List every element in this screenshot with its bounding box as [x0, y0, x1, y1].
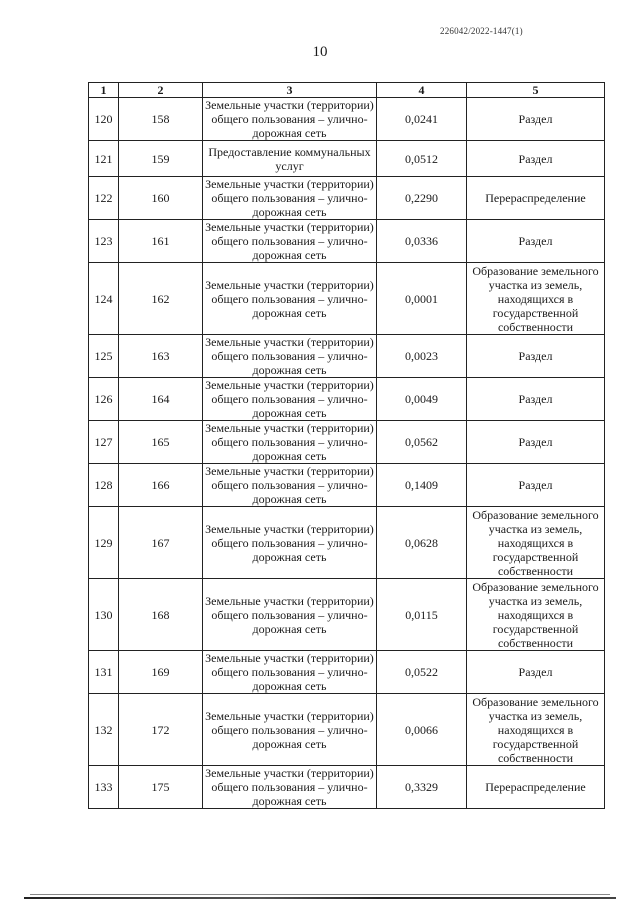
row-number-cell: 132 [89, 694, 119, 766]
parcel-id-cell: 175 [119, 766, 203, 809]
parcel-id-cell: 160 [119, 177, 203, 220]
area-cell: 0,2290 [377, 177, 467, 220]
table-row [89, 464, 605, 507]
column-header: 5 [467, 83, 605, 98]
table-row [89, 220, 605, 263]
table-row [89, 651, 605, 694]
land-use-cell: Земельные участки (территории) общего пользования – улично-дорожная сеть [203, 220, 377, 263]
formation-method-cell: Раздел [467, 335, 605, 378]
parcel-id-cell: 172 [119, 694, 203, 766]
area-cell: 0,0001 [377, 263, 467, 335]
row-number-cell: 122 [89, 177, 119, 220]
row-number-cell: 131 [89, 651, 119, 694]
area-cell: 0,0336 [377, 220, 467, 263]
table-header-row [89, 83, 605, 98]
area-cell: 0,0241 [377, 98, 467, 141]
parcels-table [88, 82, 605, 809]
formation-method-cell: Раздел [467, 378, 605, 421]
parcel-id-cell: 169 [119, 651, 203, 694]
row-number-cell: 126 [89, 378, 119, 421]
column-header: 4 [377, 83, 467, 98]
formation-method-cell: Раздел [467, 651, 605, 694]
row-number-cell: 121 [89, 141, 119, 177]
table-row [89, 694, 605, 766]
table-row [89, 579, 605, 651]
land-use-cell: Земельные участки (территории) общего пользования – улично-дорожная сеть [203, 98, 377, 141]
area-cell: 0,0628 [377, 507, 467, 579]
table-row [89, 141, 605, 177]
document-number: 226042/2022-1447(1) [440, 26, 523, 36]
page-number: 10 [312, 44, 328, 60]
parcel-id-cell: 166 [119, 464, 203, 507]
formation-method-cell: Перераспределение [467, 766, 605, 809]
land-use-cell: Земельные участки (территории) общего пользования – улично-дорожная сеть [203, 507, 377, 579]
table-row [89, 507, 605, 579]
area-cell: 0,0562 [377, 421, 467, 464]
land-use-cell: Земельные участки (территории) общего пользования – улично-дорожная сеть [203, 651, 377, 694]
parcel-id-cell: 167 [119, 507, 203, 579]
formation-method-cell: Раздел [467, 464, 605, 507]
area-cell: 0,0522 [377, 651, 467, 694]
row-number-cell: 129 [89, 507, 119, 579]
land-use-cell: Земельные участки (территории) общего пользования – улично-дорожная сеть [203, 177, 377, 220]
area-cell: 0,3329 [377, 766, 467, 809]
land-use-cell: Земельные участки (территории) общего пользования – улично-дорожная сеть [203, 464, 377, 507]
area-cell: 0,1409 [377, 464, 467, 507]
parcel-id-cell: 168 [119, 579, 203, 651]
row-number-cell: 120 [89, 98, 119, 141]
formation-method-cell: Раздел [467, 220, 605, 263]
land-use-cell: Земельные участки (территории) общего пользования – улично-дорожная сеть [203, 263, 377, 335]
table-row [89, 766, 605, 809]
formation-method-cell: Раздел [467, 141, 605, 177]
formation-method-cell: Образование земельного участка из земель, находящихся в государственной собственности [467, 579, 605, 651]
formation-method-cell: Раздел [467, 98, 605, 141]
table-row [89, 263, 605, 335]
column-header: 3 [203, 83, 377, 98]
area-cell: 0,0049 [377, 378, 467, 421]
table-row [89, 421, 605, 464]
formation-method-cell: Перераспределение [467, 177, 605, 220]
parcel-id-cell: 164 [119, 378, 203, 421]
row-number-cell: 130 [89, 579, 119, 651]
area-cell: 0,0066 [377, 694, 467, 766]
parcel-id-cell: 162 [119, 263, 203, 335]
land-use-cell: Земельные участки (территории) общего пользования – улично-дорожная сеть [203, 421, 377, 464]
area-cell: 0,0512 [377, 141, 467, 177]
area-cell: 0,0115 [377, 579, 467, 651]
land-use-cell: Земельные участки (территории) общего пользования – улично-дорожная сеть [203, 335, 377, 378]
formation-method-cell: Образование земельного участка из земель, находящихся в государственной собственности [467, 507, 605, 579]
parcel-id-cell: 165 [119, 421, 203, 464]
column-header: 2 [119, 83, 203, 98]
row-number-cell: 127 [89, 421, 119, 464]
area-cell: 0,0023 [377, 335, 467, 378]
row-number-cell: 128 [89, 464, 119, 507]
land-use-cell: Земельные участки (территории) общего пользования – улично-дорожная сеть [203, 766, 377, 809]
parcel-id-cell: 159 [119, 141, 203, 177]
land-use-cell: Предоставление коммунальных услуг [203, 141, 377, 177]
parcel-id-cell: 161 [119, 220, 203, 263]
page-bottom-edge [24, 897, 616, 899]
formation-method-cell: Раздел [467, 421, 605, 464]
column-header: 1 [89, 83, 119, 98]
row-number-cell: 125 [89, 335, 119, 378]
parcel-id-cell: 163 [119, 335, 203, 378]
table-row [89, 378, 605, 421]
land-use-cell: Земельные участки (территории) общего пользования – улично-дорожная сеть [203, 378, 377, 421]
table-row [89, 335, 605, 378]
formation-method-cell: Образование земельного участка из земель, находящихся в государственной собственности [467, 263, 605, 335]
parcel-id-cell: 158 [119, 98, 203, 141]
land-use-cell: Земельные участки (территории) общего пользования – улично-дорожная сеть [203, 579, 377, 651]
page-bottom-edge-shadow [30, 894, 610, 895]
table-row [89, 98, 605, 141]
formation-method-cell: Образование земельного участка из земель, находящихся в государственной собственности [467, 694, 605, 766]
table-row [89, 177, 605, 220]
row-number-cell: 133 [89, 766, 119, 809]
row-number-cell: 124 [89, 263, 119, 335]
row-number-cell: 123 [89, 220, 119, 263]
land-use-cell: Земельные участки (территории) общего пользования – улично-дорожная сеть [203, 694, 377, 766]
